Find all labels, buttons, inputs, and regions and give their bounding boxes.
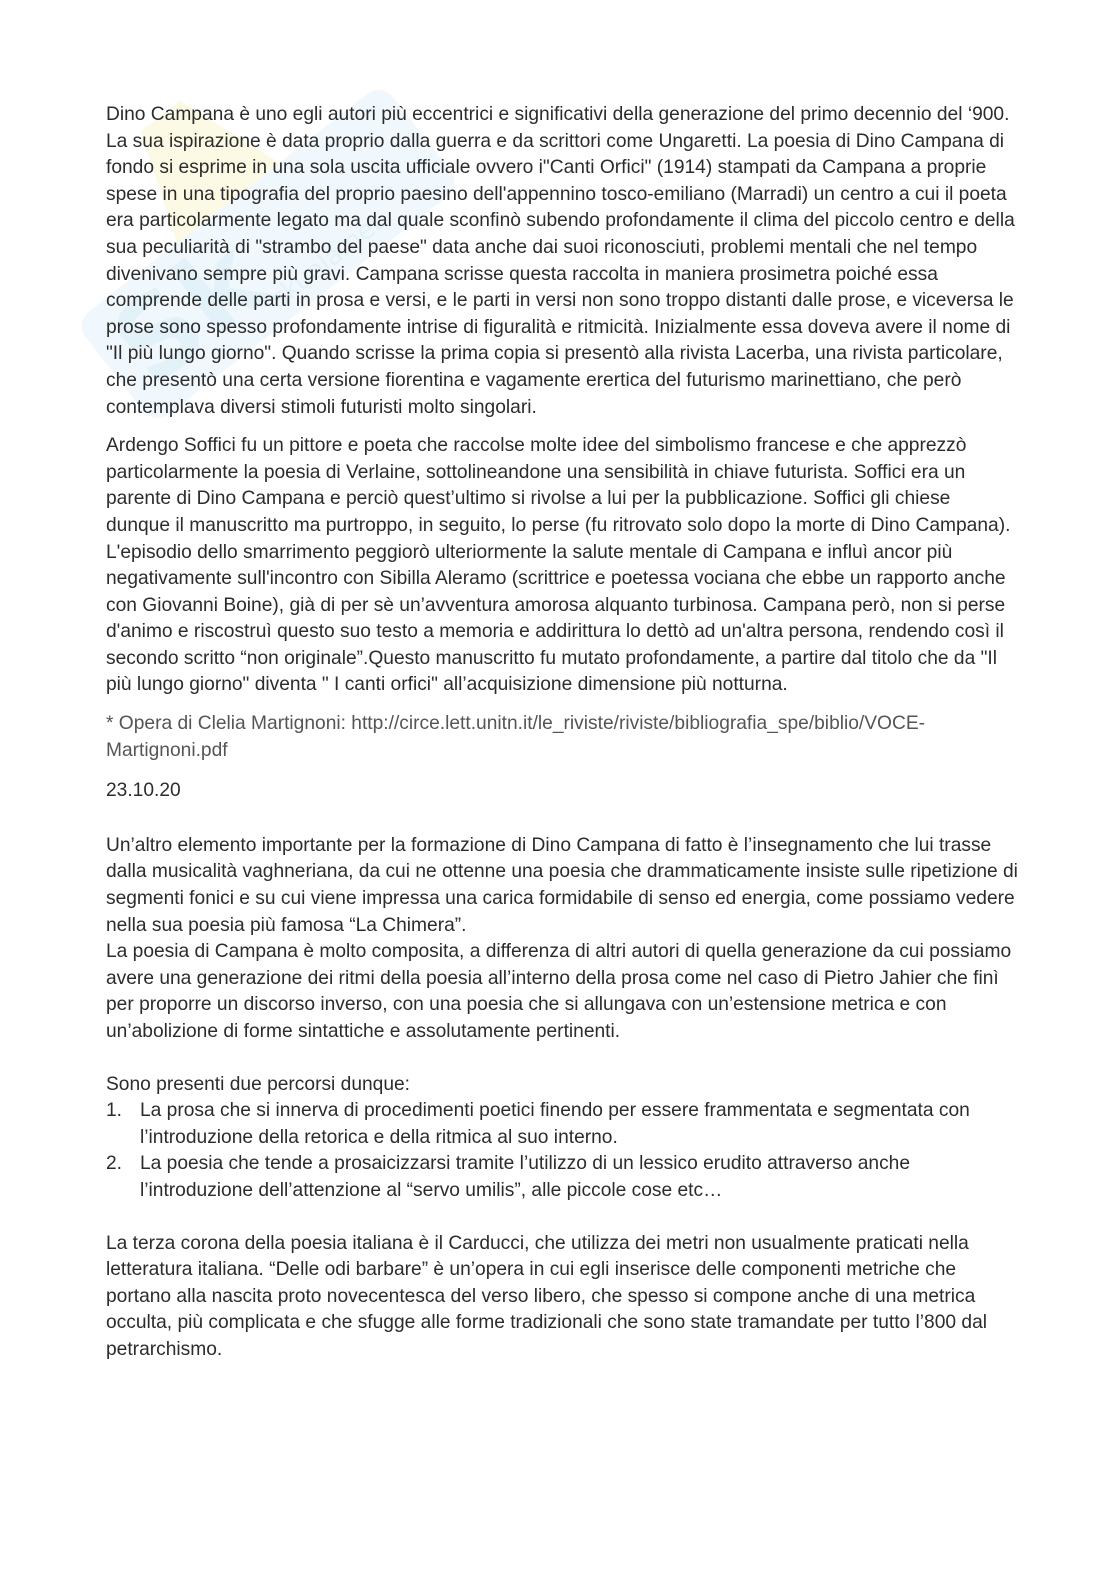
svg-text:Sk: Sk <box>88 215 288 410</box>
paragraph-composite-poetry: La poesia di Campana è molto composita, a differenza di altri autori di quella generazione da cui possiamo avere una generazione dei ritmi della poesia all’interno della prosa come nel caso di Pietro Jahier che finì per proporre un discorso inverso, con una poesia che si allungava con un’estensione metrica e con un’abolizione di forme sintattiche e assolutamente pertinenti. <box>106 941 1012 1042</box>
paragraph-soffici: Ardengo Soffici fu un pittore e poeta che raccolse molte idee del simbolismo francese e che apprezzò particolarmente la poesia di Verlaine, sottolineandone una sensibilità in chiave futurista. Soffici era un parente di Dino Campana e perciò quest’ultimo si rivolse a lui per la pubblicazione. Soffici gli chiese dunque il manuscritto ma purtroppo, in seguito, lo perse (fu ritrovato solo dopo la morte di Dino Campana). L'episodio dello smarrimento peggiorò ulteriormente la salute mentale di Campana e influì ancor più negativamente sull'incontro con Sibilla Aleramo (scrittrice e poetessa vociana che ebbe un rapporto anche con Giovanni Boine), già di per sè un’avventura amorosa alquanto turbinosa. Campana però, non si perse d'animo e riscostruì questo suo testo a memoria e addirittura lo dettò ad un'altra persona, rendendo così il secondo scritto “non originale”.Questo manuscritto fu mutato profondamente, a partire dal titolo che da "Il più lungo giorno" diventa " I canti orfici" all’acquisizione dimensione più notturna. <box>106 435 1011 696</box>
list-item <box>106 1098 1018 1151</box>
list-item-text: La prosa che si innerva di procedimenti poetici finendo per essere frammentata e segmentata con l’introduzione della retorica e della ritmica al suo interno. <box>140 1100 970 1148</box>
list-item-text: La poesia che tende a prosaicizzarsi tramite l’utilizzo di un lessico erudito attraverso anche l’introduzione dell’attenzione al “servo umilis”, alle piccole cose etc… <box>140 1153 911 1201</box>
list-item <box>106 1151 1018 1204</box>
list-item-number: 2. <box>106 1153 123 1175</box>
paragraph-wagner-influence: Un’altro elemento importante per la formazione di Dino Campana di fatto è l’insegnamento che lui trasse dalla musicalità vaghneriana, da cui ne ottenne una poesia che drammaticamente insiste sulle ripetizione di segmenti fonici e su cui viene impressa una carica formidabile di senso ed energia, come possiamo vedere nella sua poesia più famosa “La Chimera”. <box>106 834 1018 936</box>
svg-text:skuola.net: skuola.net <box>265 207 390 315</box>
paths-list <box>106 1098 1018 1204</box>
paragraph-carducci: La terza corona della poesia italiana è il Carducci, che utilizza dei metri non usualmente praticati nella letteratura italiana. “Delle odi barbare” è un’opera in cui egli inserisce delle componenti metriche che portano alla nascita proto novecentesca del verso libero, che spesso si compone anche di una metrica occulta, più complicata e che sfugge alle forme tradizionali che sono state tramandate per tutto l’800 dal petrarchismo. <box>106 1232 988 1360</box>
lecture-date: 23.10.20 <box>106 780 181 802</box>
list-item-number: 1. <box>106 1100 123 1122</box>
document-body <box>106 102 1018 1364</box>
paragraph-campana-intro: Dino Campana è uno egli autori più eccentrici e significativi della generazione del primo decennio del ‘900. La sua ispirazione è data proprio dalla guerra e da scrittori come Ungaretti. La poesia di Dino Campana di fondo si esprime in una sola uscita ufficiale ovvero i"Canti Orfici" (1914) stampati da Campana a proprie spese in una tipografia del proprio paesino dell'appennino tosco-emiliano (Marradi) un centro a cui il poeta era particolarmente legato ma dal quale sconfinò subendo profondamente il clima del piccolo centro e della sua peculiarità di "strambo del paese" data anche dai suoi riconosciuti, problemi mentali che nel tempo divenivano sempre più gravi. Campana scrisse questa raccolta in maniera prosimetra poiché essa comprende delle parti in prosa e versi, e le parti in versi non sono troppo distanti dalle prose, e viceversa le prose sono spesso profondamente intrise di figuralità e ritmicità. Inizialmente essa doveva avere il nome di "Il più lungo giorno". Quando scrisse la prima copia si presentò alla rivista Lacerba, una rivista particolare, che presentò una certa versione fiorentina e vagamente erertica del futurismo marinettiano, che però contemplava diversi stimoli futuristi molto singolari. <box>106 104 1015 418</box>
reference-note: * Opera di Clelia Martignoni: http://circe.lett.unitn.it/le_riviste/riviste/bibliografia_spe/biblio/VOCE-Martignoni.pdf <box>106 713 926 761</box>
list-intro: Sono presenti due percorsi dunque: <box>106 1073 411 1095</box>
